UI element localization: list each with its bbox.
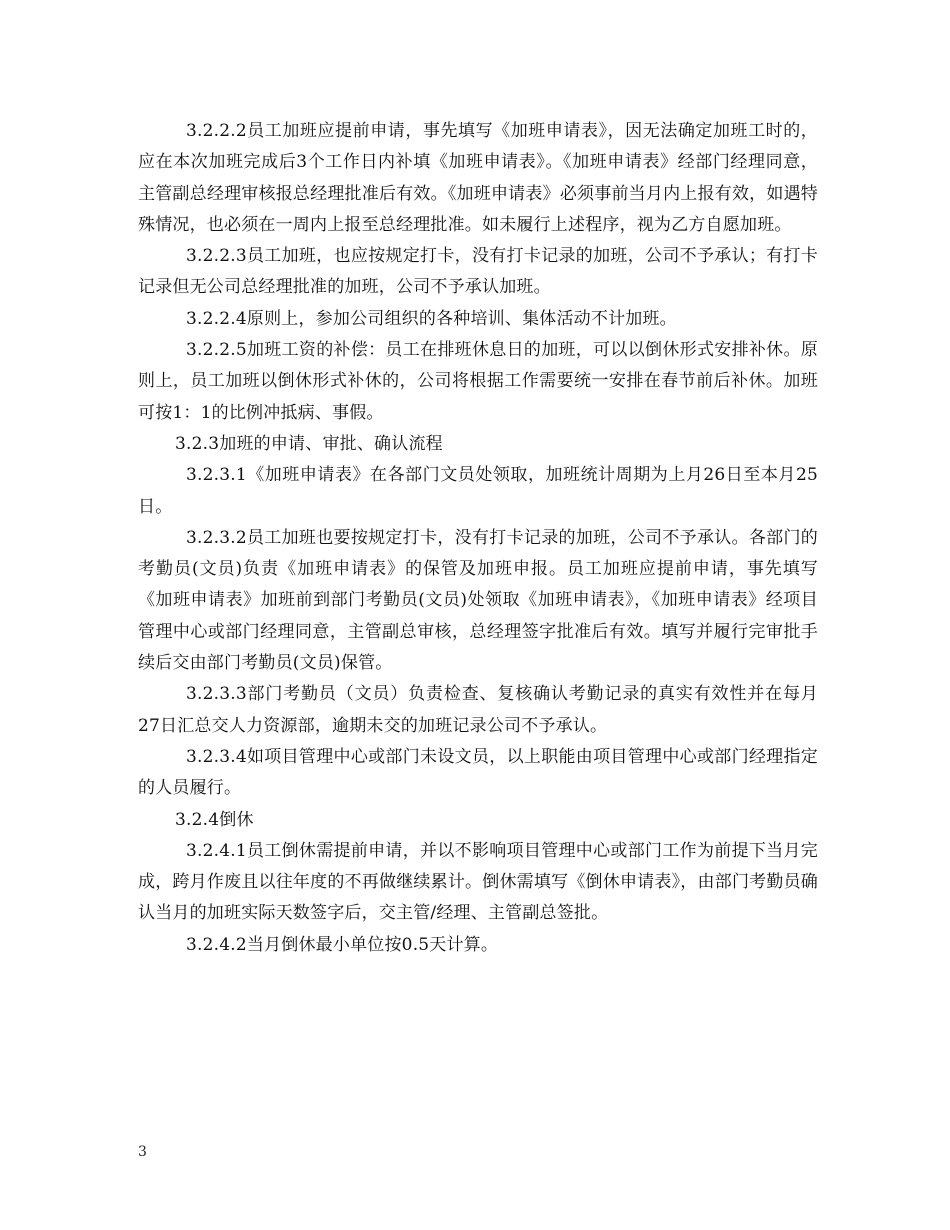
paragraph-3-2-4-1: 3.2.4.1员工倒休需提前申请，并以不影响项目管理中心或部门工作为前提下当月完成，跨月作废且以往年度的不再做继续累计。倒休需填写《倒休申请表》，由部门考勤员确认当月的加班实际天数签字后，交主管/经理、主管副总签批。 <box>138 840 818 924</box>
heading-3-2-4: 3.2.4倒休 <box>175 809 254 830</box>
heading-3-2-3: 3.2.3加班的申请、审批、确认流程 <box>175 433 443 454</box>
page-number: 3 <box>138 1144 147 1160</box>
paragraph-3-2-2-5: 3.2.2.5加班工资的补偿：员工在排班休息日的加班，可以以倒休形式安排补休。原则上，员工加班以倒休形式补休的，公司将根据工作需要统一安排在春节前后补休。加班可按1：1的比例冲抵病、事假。 <box>138 340 818 423</box>
paragraph-3-2-4-2: 3.2.4.2当月倒休最小单位按0.5天计算。 <box>186 934 499 955</box>
paragraph-3-2-2-2: 3.2.2.2员工加班应提前申请，事先填写《加班申请表》，因无法确定加班工时的，应在本次加班完成后3个工作日内补填《加班申请表》。《加班申请表》经部门经理同意，主管副总经理审核报总经理批准后有效。《加班申请表》必须事前当月内上报有效，如遇特殊情况，也必须在一周内上报至总经理批准。如未履行上述程序，视为乙方自愿加班。 <box>138 121 818 235</box>
paragraph-3-2-3-2: 3.2.3.2员工加班也要按规定打卡，没有打卡记录的加班，公司不予承认。各部门的考勤员(文员)负责《加班申请表》的保管及加班申报。员工加班应提前申请，事先填写《加班申请表》加班前到部门考勤员(文员)处领取《加班申请表》，《加班申请表》经项目管理中心或部门经理同意，主管副总审核，总经理签字批准后有效。填写并履行完审批手续后交由部门考勤员(文员)保管。 <box>138 527 818 674</box>
paragraph-3-2-3-1: 3.2.3.1《加班申请表》在各部门文员处领取，加班统计周期为上月26日至本月25日。 <box>138 465 818 517</box>
paragraph-3-2-2-3: 3.2.2.3员工加班，也应按规定打卡，没有打卡记录的加班，公司不予承认；有打卡记录但无公司总经理批准的加班，公司不予承认加班。 <box>138 246 818 298</box>
paragraph-3-2-3-4: 3.2.3.4如项目管理中心或部门未设文员，以上职能由项目管理中心或部门经理指定的人员履行。 <box>138 746 818 799</box>
paragraph-3-2-3-3: 3.2.3.3部门考勤员（文员）负责检查、复核确认考勤记录的真实有效性并在每月27日汇总交人力资源部，逾期未交的加班记录公司不予承认。 <box>138 684 818 736</box>
paragraph-3-2-2-4: 3.2.2.4原则上，参加公司组织的各种培训、集体活动不计加班。 <box>186 308 677 329</box>
document-body <box>138 116 818 961</box>
